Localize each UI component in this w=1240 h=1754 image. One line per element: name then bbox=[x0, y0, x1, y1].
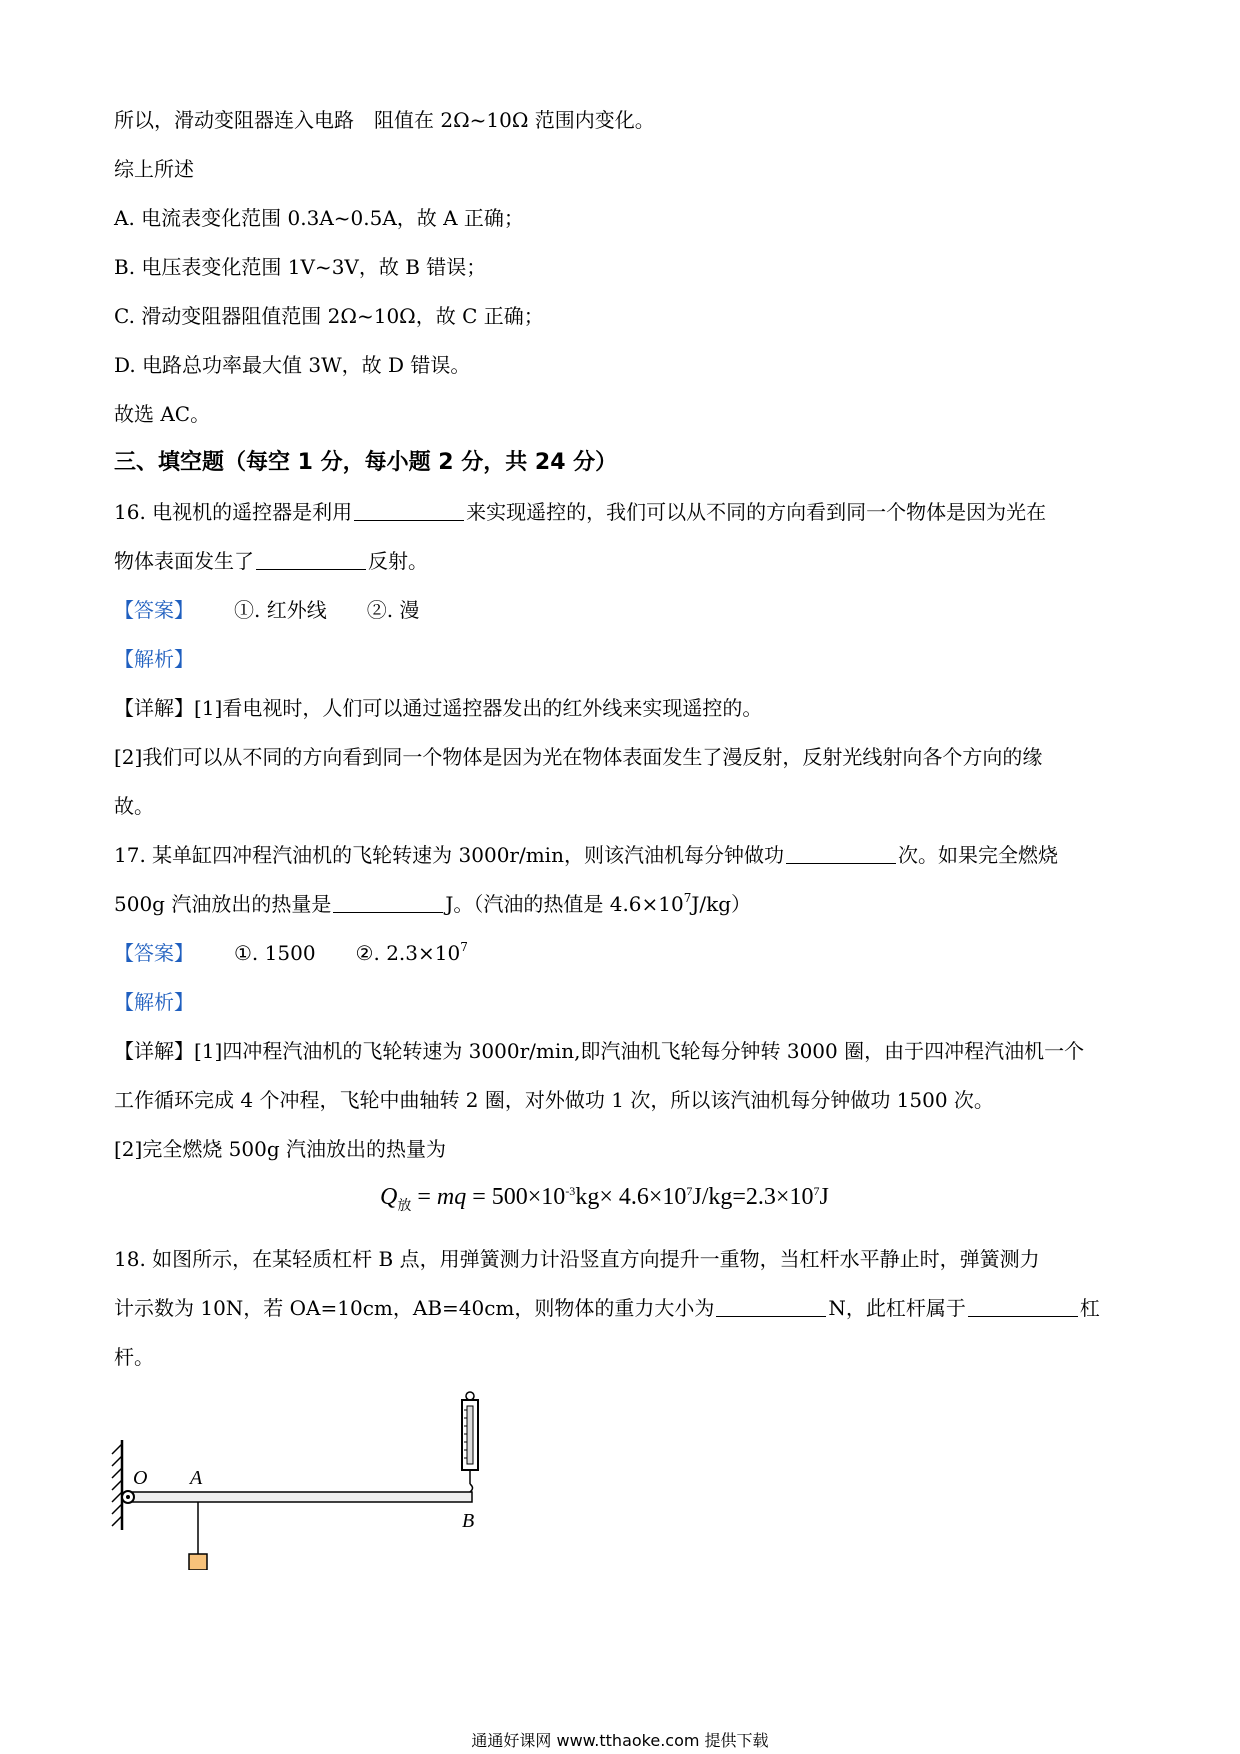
q17-line-2 bbox=[114, 890, 751, 918]
q18-line-2 bbox=[114, 1294, 1100, 1322]
q17-text: 500g 汽油放出的热量是 bbox=[114, 892, 332, 916]
q16-text: 16. 电视机的遥控器是利用 bbox=[114, 500, 353, 524]
formula-mq: mq bbox=[436, 1184, 467, 1210]
q18-blank-2 bbox=[968, 1296, 1078, 1317]
q18-line-1: 18. 如图所示，在某轻质杠杆 B 点，用弹簧测力计沿竖直方向提升一重物，当杠杆水平静止时，弹簧测力 bbox=[114, 1247, 1040, 1271]
q16-detail-1 bbox=[114, 694, 762, 722]
q16-answer bbox=[114, 596, 419, 624]
exponent: 7 bbox=[813, 1184, 820, 1198]
text-line: 综上所述 bbox=[114, 157, 194, 181]
answer-value: ②. 2.3×10 bbox=[355, 941, 461, 965]
formula-part: = 500×10 bbox=[466, 1184, 566, 1210]
q16-blank-2 bbox=[256, 549, 366, 570]
q18-blank-1 bbox=[716, 1296, 826, 1317]
answer-value: ②. 漫 bbox=[366, 598, 420, 622]
footer: 通通好课网 www.tthaoke.com 提供下载 bbox=[471, 1731, 769, 1750]
q16-detail-3: 故。 bbox=[114, 794, 154, 818]
answer-tag: 【答案】 bbox=[114, 598, 194, 622]
weight-block bbox=[189, 1554, 207, 1570]
exponent: 7 bbox=[460, 940, 468, 954]
q17-detail-1 bbox=[114, 1037, 1084, 1065]
detail-text: [1]四冲程汽油机的飞轮转速为 3000r/min,即汽油机飞轮每分钟转 3000 圈，由于四冲程汽油机一个 bbox=[194, 1039, 1085, 1063]
exponent: -3 bbox=[565, 1184, 576, 1198]
spring-scale bbox=[462, 1392, 478, 1492]
q17-detail-3: [2]完全燃烧 500g 汽油放出的热量为 bbox=[114, 1137, 447, 1161]
text-line: 所以，滑动变阻器连入电路 阻值在 2Ω~10Ω 范围内变化。 bbox=[114, 108, 655, 132]
q17-text: 次。如果完全燃烧 bbox=[897, 843, 1058, 867]
analysis-tag: 【解析】 bbox=[114, 990, 194, 1014]
q18-line-3: 杆。 bbox=[114, 1345, 154, 1369]
formula-part: J/kg=2.3×10 bbox=[692, 1184, 814, 1210]
answer-value: ①. 1500 bbox=[234, 941, 316, 965]
option-c-line: C. 滑动变阻器阻值范围 2Ω~10Ω，故 C 正确； bbox=[114, 304, 544, 328]
label-a: A bbox=[190, 1467, 203, 1489]
analysis-tag: 【解析】 bbox=[114, 647, 194, 671]
q17-blank-1 bbox=[786, 843, 896, 864]
lever-figure bbox=[100, 1380, 500, 1570]
q16-text: 反射。 bbox=[368, 549, 428, 573]
wall bbox=[112, 1440, 122, 1530]
q18-text: N，此杠杆属于 bbox=[828, 1296, 966, 1320]
q17-blank-2 bbox=[333, 892, 443, 913]
q16-line-2 bbox=[114, 547, 428, 575]
q16-detail-2: [2]我们可以从不同的方向看到同一个物体是因为光在物体表面发生了漫反射，反射光线射向各个方向的缘 bbox=[114, 745, 1043, 769]
q16-text: 来实现遥控的，我们可以从不同的方向看到同一个物体是因为光在 bbox=[466, 500, 1047, 524]
q17-answer bbox=[114, 939, 468, 967]
q16-text: 物体表面发生了 bbox=[114, 549, 254, 573]
formula-part: = bbox=[411, 1184, 437, 1210]
exponent: 7 bbox=[683, 891, 692, 905]
label-b: B bbox=[462, 1510, 475, 1532]
q18-text: 杠 bbox=[1079, 1296, 1100, 1320]
detail-text: [1]看电视时，人们可以通过遥控器发出的红外线来实现遥控的。 bbox=[194, 696, 763, 720]
detail-tag: 【详解】 bbox=[114, 1039, 194, 1063]
detail-tag: 【详解】 bbox=[114, 696, 194, 720]
q16-blank-1 bbox=[354, 500, 464, 521]
formula-q: Q bbox=[380, 1184, 398, 1210]
q17-text: 17. 某单缸四冲程汽油机的飞轮转速为 3000r/min，则该汽油机每分钟做功 bbox=[114, 843, 784, 867]
q17-detail-2: 工作循环完成 4 个冲程，飞轮中曲轴转 2 圈，对外做功 1 次，所以该汽油机每分钟做功 1500 次。 bbox=[114, 1088, 994, 1112]
q18-text: 计示数为 10N，若 OA=10cm，AB=40cm，则物体的重力大小为 bbox=[114, 1296, 715, 1320]
section-title: 三、填空题（每空 1 分，每小题 2 分，共 24 分） bbox=[114, 450, 618, 475]
heat-formula bbox=[380, 1184, 829, 1215]
exponent: 7 bbox=[686, 1184, 693, 1198]
q17-line-1 bbox=[114, 841, 1058, 869]
q17-text: J/kg） bbox=[691, 892, 752, 916]
answer-value: ①. 红外线 bbox=[234, 598, 327, 622]
answer-tag: 【答案】 bbox=[114, 941, 194, 965]
option-b-line: B. 电压表变化范围 1V~3V，故 B 错误； bbox=[114, 255, 487, 279]
option-d-line: D. 电路总功率最大值 3W，故 D 错误。 bbox=[114, 353, 471, 377]
label-o: O bbox=[133, 1467, 148, 1489]
lever-bar bbox=[128, 1492, 472, 1502]
q16-line-1 bbox=[114, 498, 1046, 526]
option-a-line: A. 电流表变化范围 0.3A~0.5A，故 A 正确； bbox=[114, 206, 524, 230]
formula-sub: 放 bbox=[397, 1199, 412, 1214]
conclusion-line: 故选 AC。 bbox=[114, 402, 211, 426]
formula-part: kg× 4.6×10 bbox=[575, 1184, 687, 1210]
pivot-center bbox=[126, 1495, 130, 1499]
q17-text: J。（汽油的热值是 4.6×10 bbox=[445, 892, 684, 916]
formula-part: J bbox=[819, 1184, 829, 1210]
